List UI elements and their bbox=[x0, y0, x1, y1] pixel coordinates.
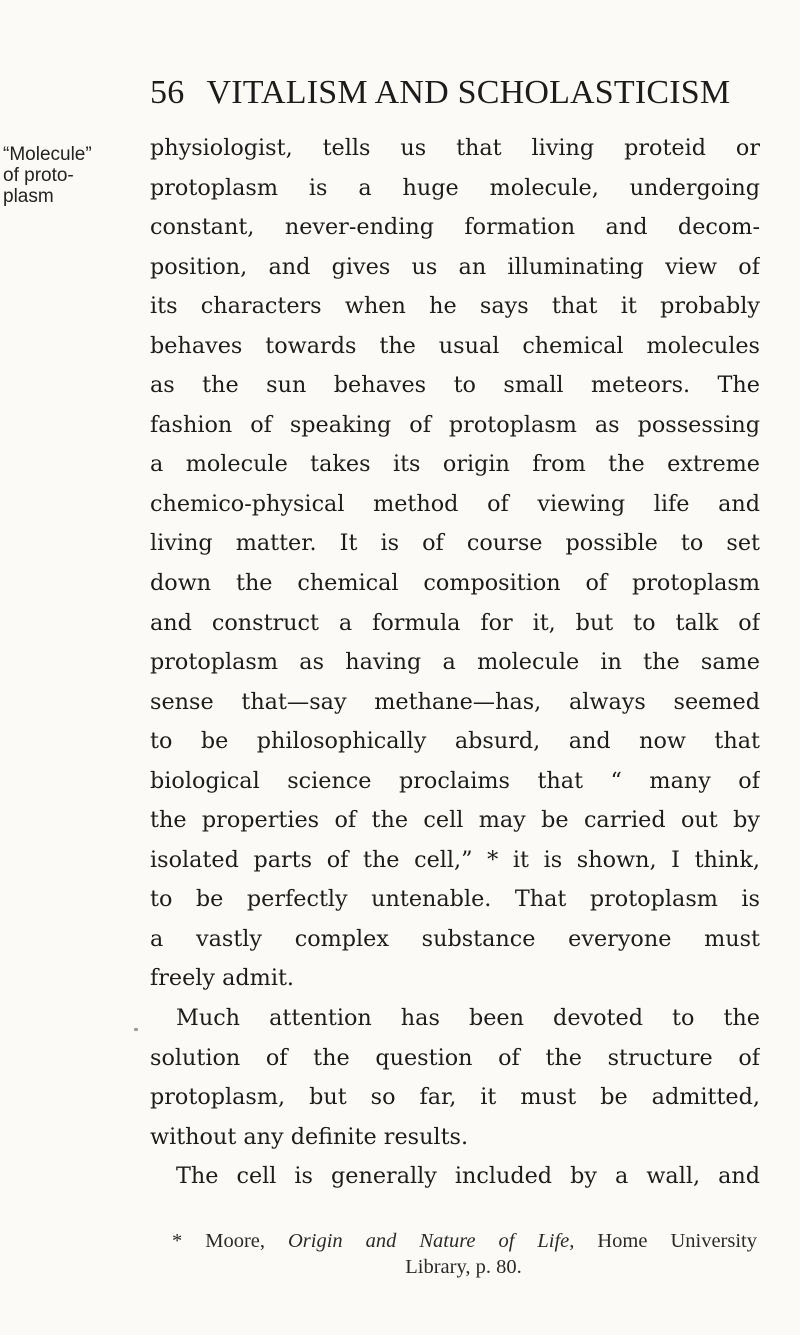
text-line: without any definite results. bbox=[150, 1123, 469, 1150]
text-line: Much attention has been devoted to the bbox=[176, 1005, 760, 1032]
text-line: its characters when he says that it probably bbox=[150, 293, 760, 320]
text-line: living matter. It is of course possible to set bbox=[150, 530, 760, 557]
text-line: isolated parts of the cell,” * it is shown, I think, bbox=[150, 846, 760, 873]
text-line: to be perfectly untenable. That protoplasm is bbox=[150, 886, 760, 913]
text-line: protoplasm as having a molecule in the same bbox=[150, 649, 760, 676]
text-line: and construct a formula for it, but to talk of bbox=[150, 609, 760, 636]
footnote-line: Library, p. 80. bbox=[405, 1256, 522, 1278]
text-line: constant, never-ending formation and decom- bbox=[150, 214, 760, 241]
footnote-line bbox=[172, 1228, 757, 1254]
text-line: a molecule takes its origin from the extreme bbox=[150, 451, 760, 478]
running-head bbox=[150, 74, 731, 112]
print-speck bbox=[134, 1028, 138, 1031]
footnote-series: Home University bbox=[597, 1230, 757, 1252]
footnote-work-title: Origin and Nature of Life, bbox=[287, 1230, 575, 1252]
margin-note-line: plasm bbox=[3, 186, 54, 207]
text-line: solution of the question of the structure of bbox=[150, 1044, 760, 1071]
text-line: protoplasm is a huge molecule, undergoing bbox=[150, 174, 760, 201]
footnote bbox=[172, 1228, 757, 1280]
margin-note bbox=[3, 144, 92, 207]
page-number: 56 bbox=[150, 74, 185, 111]
footnote-author: Moore, bbox=[205, 1230, 265, 1252]
text-line: as the sun behaves to small meteors. The bbox=[150, 372, 760, 399]
text-line: The cell is generally included by a wall, and bbox=[176, 1163, 760, 1190]
text-line: position, and gives us an illuminating view of bbox=[150, 253, 760, 280]
chapter-title: VITALISM AND SCHOLASTICISM bbox=[206, 74, 731, 111]
text-line: sense that—say methane—has, always seemed bbox=[150, 688, 760, 715]
text-line: physiologist, tells us that living proteid or bbox=[150, 135, 760, 161]
body-text bbox=[150, 129, 760, 1197]
text-line: biological science proclaims that “ many of bbox=[150, 767, 760, 794]
text-line: behaves towards the usual chemical molecules bbox=[150, 332, 760, 359]
margin-note-line: “Molecule” bbox=[3, 144, 92, 165]
text-line: protoplasm, but so far, it must be admitted, bbox=[150, 1084, 760, 1111]
text-line: down the chemical composition of protoplasm bbox=[150, 570, 760, 597]
footnote-marker: * bbox=[172, 1230, 183, 1252]
text-line: to be philosophically absurd, and now that bbox=[150, 728, 760, 755]
text-line: fashion of speaking of protoplasm as possessing bbox=[150, 411, 760, 438]
text-line: chemico-physical method of viewing life and bbox=[150, 490, 760, 517]
text-line: the properties of the cell may be carried out by bbox=[150, 807, 760, 834]
margin-note-line: of proto- bbox=[3, 165, 74, 186]
text-line: a vastly complex substance everyone must bbox=[150, 925, 760, 952]
text-line: freely admit. bbox=[150, 965, 295, 992]
